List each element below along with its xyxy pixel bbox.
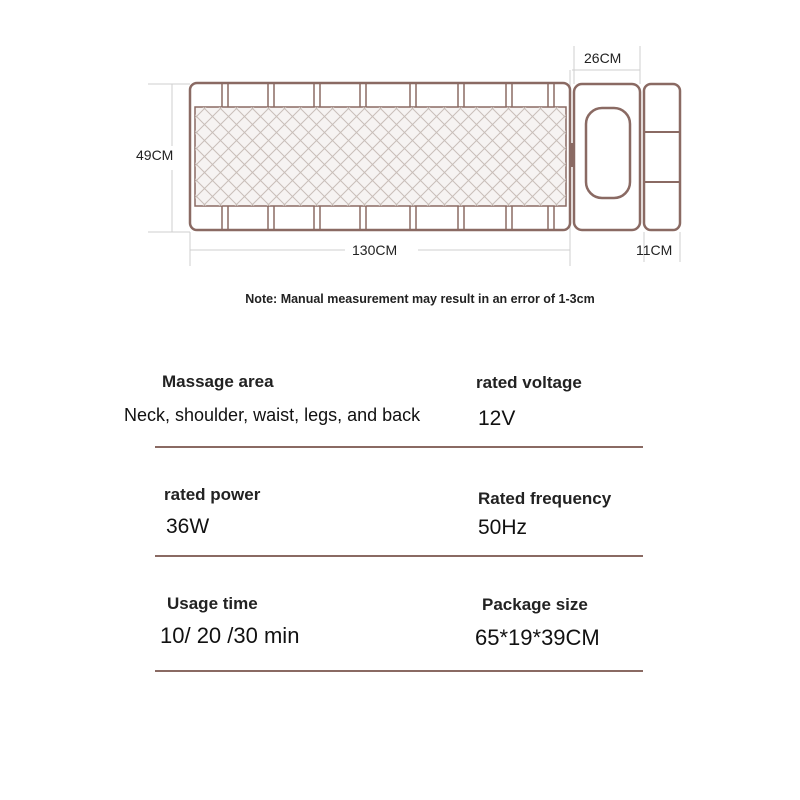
- quilt-line: [683, 107, 782, 206]
- spec-label: rated voltage: [476, 373, 582, 392]
- controller-pad: [586, 108, 630, 198]
- quilt-line: [731, 107, 800, 206]
- quilt-line: [779, 107, 800, 206]
- spec-value: 36W: [166, 515, 210, 538]
- spec-divider-2: [155, 555, 643, 557]
- spec-value: 10/ 20 /30 min: [160, 623, 300, 648]
- quilt-line: [731, 107, 800, 206]
- quilt-line: [747, 107, 800, 206]
- spec-value: 65*19*39CM: [475, 625, 600, 650]
- quilt-line: [795, 107, 800, 206]
- spec-rated-power: [164, 485, 260, 539]
- spec-value: Neck, shoulder, waist, legs, and back: [124, 405, 421, 425]
- dimension-main-width-label: 130CM: [352, 242, 398, 258]
- spec-divider-3: [155, 670, 643, 672]
- quilt-line: [779, 107, 800, 206]
- quilt-line: [715, 107, 800, 206]
- spec-massage-area: [124, 372, 421, 426]
- dimension-controller-width-label: 26CM: [584, 50, 622, 66]
- spec-rated-frequency: [478, 489, 611, 540]
- spec-rated-voltage: [476, 373, 582, 431]
- quilt-line: [667, 107, 766, 206]
- spec-usage-time: [160, 594, 300, 649]
- quilt-line: [795, 107, 800, 206]
- quilt-line: [699, 107, 798, 206]
- quilt-line: [747, 107, 800, 206]
- quilt-line: [667, 107, 766, 206]
- quilt-line: [699, 107, 798, 206]
- measurement-note: Note: Manual measurement may result in an error of 1-3cm: [245, 292, 595, 306]
- side-strip: [644, 84, 680, 230]
- quilt-line: [763, 107, 800, 206]
- spec-value: 12V: [478, 407, 516, 430]
- quilt-line: [715, 107, 800, 206]
- dimension-height-label: 49CM: [136, 147, 174, 163]
- dimension-side-width-label: 11CM: [636, 242, 673, 258]
- quilt-line: [683, 107, 782, 206]
- spec-label: Rated frequency: [478, 489, 612, 508]
- spec-value: 50Hz: [478, 516, 528, 539]
- spec-label: Usage time: [167, 594, 258, 613]
- spec-divider-1: [155, 446, 643, 448]
- spec-label: Package size: [482, 595, 588, 614]
- spec-package-size: [475, 595, 600, 651]
- spec-label: rated power: [164, 485, 261, 504]
- spec-label: Massage area: [162, 372, 274, 391]
- quilt-line: [763, 107, 800, 206]
